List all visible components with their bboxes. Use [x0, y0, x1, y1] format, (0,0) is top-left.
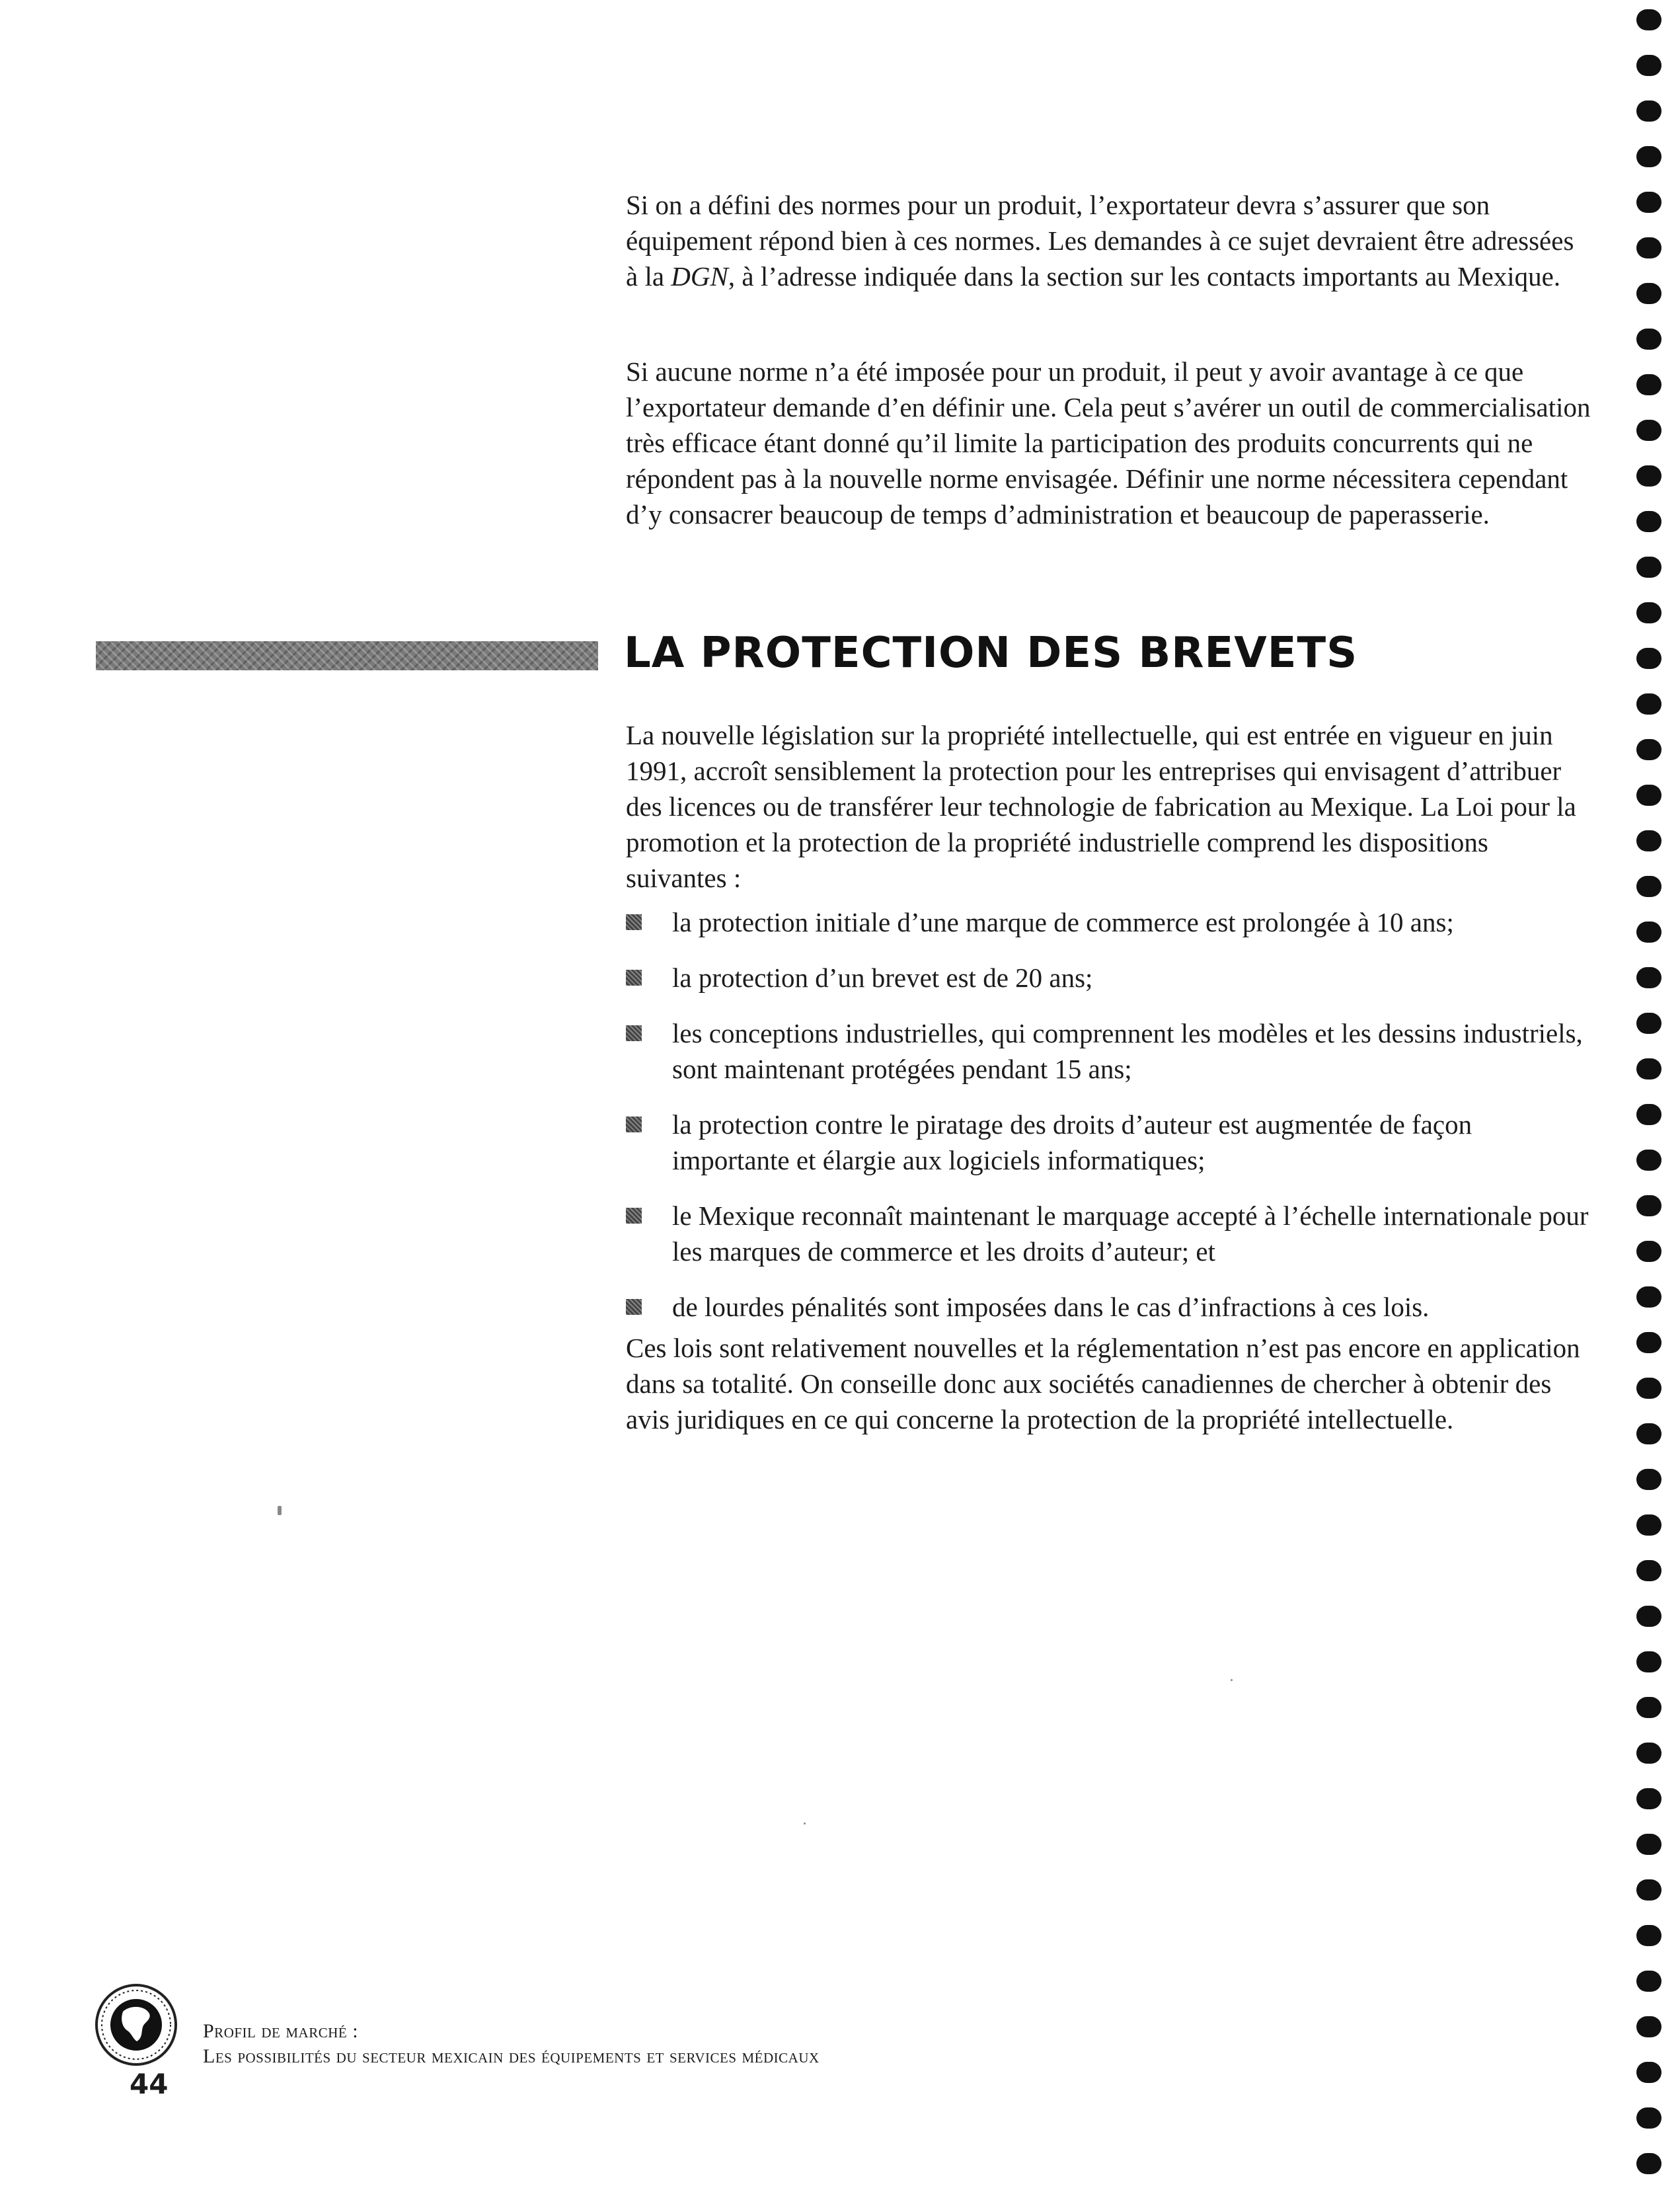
binding-hole [1636, 693, 1661, 715]
para1-text-b: , à l’adresse indiquée dans la section sur les contacts importants au Mexique. [728, 261, 1561, 292]
binding-hole [1636, 1332, 1661, 1353]
binding-hole [1636, 1195, 1661, 1216]
section-heading-patents: LA PROTECTION DES BREVETS [624, 629, 1358, 678]
binding-hole [1636, 1651, 1661, 1672]
binding-hole [1636, 1241, 1661, 1262]
binding-hole [1636, 602, 1661, 623]
binding-hole [1636, 1697, 1661, 1718]
binding-hole [1636, 922, 1661, 943]
binding-hole [1636, 1378, 1661, 1399]
list-item-text: la protection d’un brevet est de 20 ans; [672, 962, 1093, 993]
binding-hole [1636, 1286, 1661, 1308]
paragraph-standards-compliance [626, 187, 1591, 294]
paragraph-legal-advice [626, 1330, 1591, 1437]
binding-hole [1636, 876, 1661, 897]
list-item [626, 1107, 1591, 1178]
binding-hole [1636, 511, 1661, 532]
binding-hole [1636, 785, 1661, 806]
binding-hole [1636, 374, 1661, 395]
binding-hole [1636, 1150, 1661, 1171]
binding-hole [1636, 1013, 1661, 1034]
binding-hole [1636, 465, 1661, 487]
scan-speck [804, 1823, 806, 1825]
binding-hole [1636, 2153, 1661, 2174]
binding-hole [1636, 100, 1661, 122]
binding-hole [1636, 1788, 1661, 1809]
binding-hole [1636, 739, 1661, 760]
binding-hole [1636, 2107, 1661, 2129]
binding-hole [1636, 192, 1661, 213]
bullet-square-icon [626, 1208, 642, 1224]
binding-hole [1636, 1834, 1661, 1855]
footer-line-2: Les possibilités du secteur mexicain des équipements et services médicaux [203, 2045, 820, 2067]
list-item-text: la protection contre le piratage des droits d’auteur est augmentée de façon importante et élargie aux logiciels informatiques; [672, 1109, 1472, 1175]
binding-hole [1636, 329, 1661, 350]
binding-hole [1636, 55, 1661, 76]
binding-hole [1636, 283, 1661, 304]
binding-hole [1636, 1606, 1661, 1627]
binding-hole [1636, 1560, 1661, 1581]
binding-hole [1636, 830, 1661, 851]
list-item [626, 1015, 1591, 1087]
binding-hole [1636, 1514, 1661, 1536]
list-item-text: la protection initiale d’une marque de commerce est prolongée à 10 ans; [672, 907, 1454, 937]
binding-hole [1636, 1423, 1661, 1444]
footer-publication-title [203, 2019, 820, 2069]
binding-hole [1636, 648, 1661, 669]
list-item [626, 960, 1591, 996]
para4-text: Ces lois sont relativement nouvelles et la réglementation n’est pas encore en application dans sa totalité. On conseille donc aux sociétés canadiennes de chercher à obtenir des avis juridiques en ce qui concerne la protection de la propriété intellectuelle. [626, 1333, 1580, 1434]
scan-speck [278, 1506, 282, 1515]
binding-hole [1636, 1879, 1661, 1901]
para2-text: Si aucune norme n’a été imposée pour un produit, il peut y avoir avantage à ce que l’exportateur demande d’en définir une. Cela peut s’avérer un outil de commercialisation très efficace étant donné qu’il limite la participation des produits concurrents qui ne répondent pas à la nouvelle norme envisagée. Définir une norme nécessitera cependant d’y consacrer beaucoup de temps d’administration et beaucoup de paperasserie. [626, 356, 1591, 530]
bullet-square-icon [626, 1117, 642, 1132]
provisions-list [626, 904, 1591, 1345]
para1-emphasis-dgn: DGN [671, 261, 728, 292]
paragraph-define-standard [626, 354, 1591, 532]
binding-hole [1636, 1469, 1661, 1490]
binding-hole [1636, 2016, 1661, 2037]
binding-hole [1636, 557, 1661, 578]
para3-text: La nouvelle législation sur la propriété intellectuelle, qui est entrée en vigueur en juin 1991, accroît sensiblement la protection pour les entreprises qui envisagent d’attribuer des licences ou de transférer leur technologie de fabrication au Mexique. La Loi pour la promotion et la protection de la propriété industrielle comprend les dispositions suivantes : [626, 720, 1576, 893]
bullet-square-icon [626, 1299, 642, 1315]
binding-hole [1636, 420, 1661, 441]
bullet-square-icon [626, 970, 642, 986]
list-item-text: les conceptions industrielles, qui comprennent les modèles et les dessins industriels, sont maintenant protégées pendant 15 ans; [672, 1018, 1583, 1084]
nafta-globe-logo-icon [93, 1982, 179, 2068]
binding-hole [1636, 237, 1661, 258]
section-divider-bar [96, 641, 598, 670]
binding-hole [1636, 1058, 1661, 1079]
binding-hole [1636, 1104, 1661, 1125]
page-number: 44 [130, 2068, 169, 2100]
binding-hole [1636, 146, 1661, 167]
scan-speck [1231, 1679, 1233, 1681]
list-item-text: de lourdes pénalités sont imposées dans le cas d’infractions à ces lois. [672, 1292, 1430, 1322]
footer-line-1: Profil de marché : [203, 2020, 359, 2042]
binding-hole [1636, 9, 1661, 30]
spiral-binding [1627, 0, 1680, 2198]
list-item [626, 904, 1591, 940]
list-item [626, 1289, 1591, 1325]
binding-hole [1636, 2062, 1661, 2083]
list-item [626, 1198, 1591, 1269]
binding-hole [1636, 1925, 1661, 1946]
paragraph-ip-legislation [626, 717, 1591, 896]
para1-text-a: Si on a défini des normes pour un produit, l’exportateur devra s’assurer que son équipement répond bien à ces normes. Les demandes à ce sujet devraient être adressées à la [626, 190, 1574, 292]
binding-hole [1636, 1971, 1661, 1992]
bullet-square-icon [626, 914, 642, 930]
binding-hole [1636, 1743, 1661, 1764]
list-item-text: le Mexique reconnaît maintenant le marquage accepté à l’échelle internationale pour les marques de commerce et les droits d’auteur; et [672, 1200, 1589, 1267]
binding-hole [1636, 967, 1661, 988]
bullet-square-icon [626, 1025, 642, 1041]
